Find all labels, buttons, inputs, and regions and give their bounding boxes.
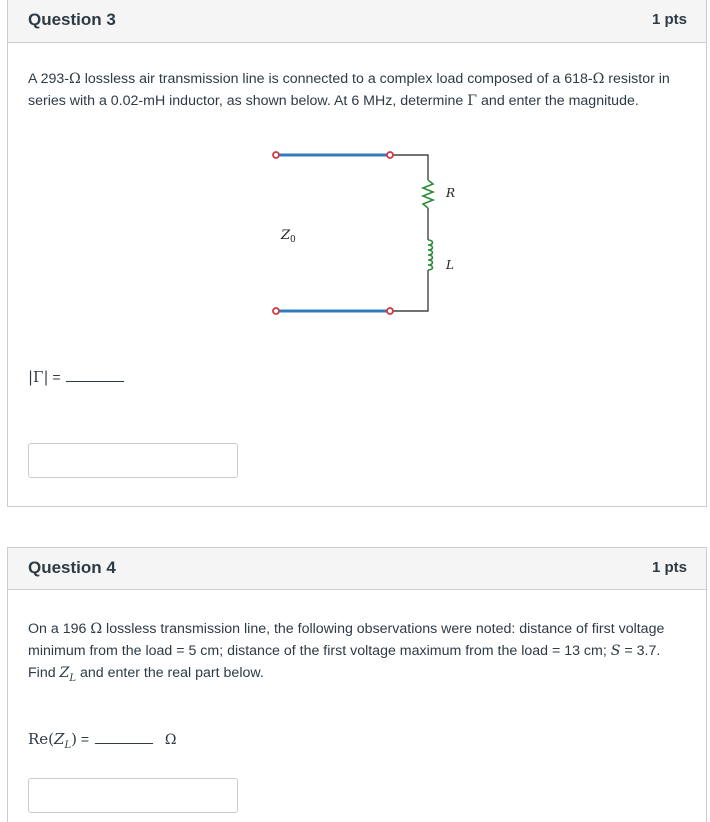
z0-label: $Z_0$	[281, 228, 296, 245]
q4-text-part: and enter the real part below.	[76, 665, 264, 681]
re-zl-answer-label	[28, 730, 176, 751]
q3-text-part: A 293-	[28, 71, 70, 87]
gamma-answer-input[interactable]	[28, 443, 238, 478]
q3-text-part: lossless air transmission line is connected to a complex load composed of a 618-	[80, 71, 593, 87]
zl-symbol: Z	[59, 665, 70, 681]
question-4-header	[8, 548, 706, 590]
re-close-paren: )	[71, 730, 77, 748]
zl-label: Z	[54, 730, 65, 748]
zl-label-subscript: L	[64, 739, 72, 751]
load-wire-bottom	[390, 270, 428, 311]
load-wire-top	[390, 155, 428, 180]
question-3-points: 1 pts	[651, 11, 687, 28]
question-4-text	[28, 618, 678, 690]
question-3-title: Question 3	[28, 10, 116, 29]
gamma-symbol: Γ	[467, 93, 478, 109]
question-4-card	[7, 547, 707, 822]
ohm-symbol: Ω	[69, 71, 81, 87]
equals-sign: =	[80, 731, 90, 747]
equals-sign: =	[52, 369, 61, 385]
q3-text-part: resistor in series with a 0.02-mH inductor, as shown below. At 6 MHz, determine	[28, 71, 670, 109]
re-function-label: Re(	[28, 730, 55, 748]
gamma-magnitude-symbol: |Γ|	[28, 368, 49, 386]
resistor-symbol	[423, 180, 433, 208]
ohm-symbol: Ω	[90, 621, 103, 637]
swr-symbol: S	[610, 643, 621, 659]
ohm-symbol: Ω	[592, 71, 605, 87]
ohm-unit-symbol: Ω	[164, 732, 177, 748]
question-3-card	[7, 0, 707, 507]
terminal-top-right	[387, 152, 393, 158]
terminal-bottom-right	[387, 308, 393, 314]
question-3-header	[8, 0, 706, 43]
gamma-answer-label	[28, 368, 124, 386]
zl-subscript: L	[69, 672, 77, 684]
q4-text-part: = 3.7. Find	[28, 643, 661, 681]
terminal-top-left	[273, 152, 279, 158]
answer-blank-line	[66, 372, 124, 382]
question-4-title: Question 4	[28, 558, 116, 577]
l-label: L	[446, 258, 454, 272]
q4-text-part: lossless transmission line, the following observations were noted: distance of first voltage minimum from the load = 5 cm; distance of the first voltage maximum from the load = 13 cm;	[28, 621, 665, 659]
question-4-points: 1 pts	[651, 559, 687, 576]
question-3-text	[28, 68, 678, 112]
r-label: R	[446, 186, 456, 200]
answer-blank-line	[95, 734, 153, 744]
re-zl-answer-input[interactable]	[28, 778, 238, 813]
q4-text-part: On a 196	[28, 621, 91, 637]
transmission-line-circuit-diagram	[248, 145, 478, 325]
terminal-bottom-left	[273, 308, 279, 314]
inductor-symbol	[428, 240, 433, 270]
q3-text-part: and enter the magnitude.	[477, 93, 639, 109]
